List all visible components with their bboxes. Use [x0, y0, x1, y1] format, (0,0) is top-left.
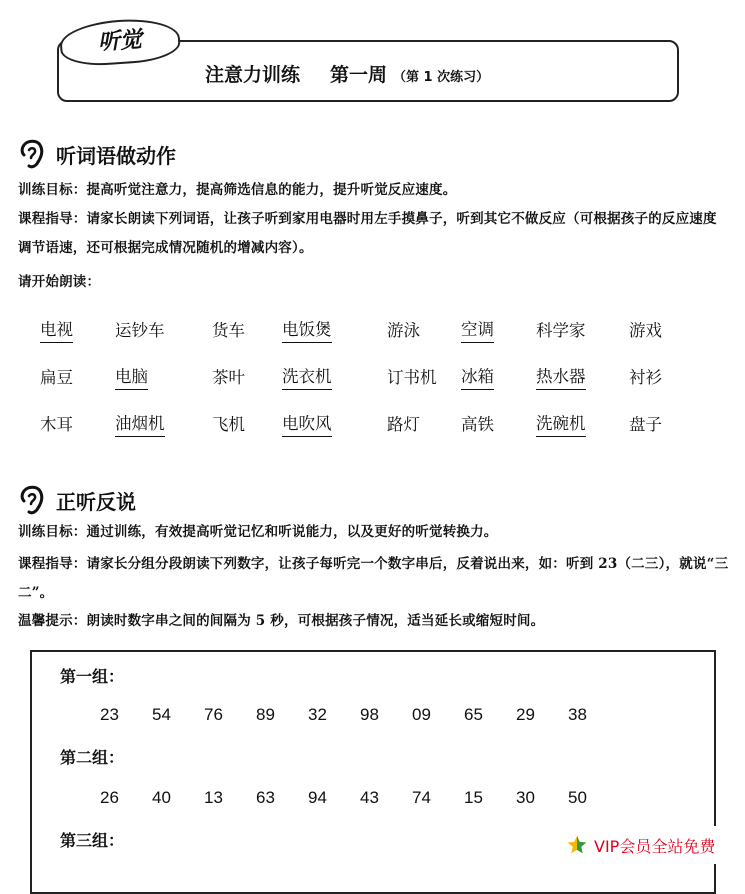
number-item: 13	[204, 788, 223, 807]
word-item: 订书机	[387, 367, 437, 387]
word-appliance: 油烟机	[115, 410, 165, 437]
word-item: 高铁	[461, 414, 494, 434]
word-item: 扁豆	[40, 367, 73, 387]
word-appliance: 热水器	[536, 363, 586, 390]
number-item: 26	[100, 788, 119, 807]
section2-title: 正听反说	[56, 489, 136, 514]
word-row	[40, 353, 700, 400]
word-item: 游泳	[387, 320, 420, 340]
word-appliance: 电饭煲	[282, 316, 332, 343]
number-row-group1	[100, 705, 620, 725]
section2-heading	[18, 484, 136, 516]
header-tab-label: 听觉	[59, 16, 182, 68]
number-item: 76	[204, 705, 223, 724]
group-label: 第一组：	[60, 667, 125, 686]
section1-guide: 课程指导：请家长朗读下列词语，让孩子听到家用电器时用左手摸鼻子，听到其它不做反应（可根据孩子的反应速度调节语速，还可根据完成情况随机的增减内容）。	[18, 211, 717, 256]
word-row	[40, 400, 700, 447]
number-item: 23	[100, 705, 119, 724]
word-item: 木耳	[40, 414, 73, 434]
number-row-group2	[100, 788, 620, 808]
vip-text: VIP会员全站免费	[594, 836, 716, 856]
number-item: 63	[256, 788, 275, 807]
word-item: 科学家	[536, 320, 586, 340]
word-appliance: 空调	[461, 316, 494, 343]
word-item: 路灯	[387, 414, 420, 434]
number-item: 89	[256, 705, 275, 724]
number-item: 94	[308, 788, 327, 807]
vip-watermark[interactable]	[566, 826, 745, 864]
ear-icon	[18, 484, 46, 516]
title-text: 注意力训练	[205, 64, 301, 86]
number-item: 50	[568, 788, 587, 807]
word-item: 飞机	[212, 414, 245, 434]
group-label: 第三组：	[60, 831, 125, 850]
word-item: 运钞车	[115, 320, 165, 340]
number-item: 54	[152, 705, 171, 724]
section2-goal: 训练目标：通过训练，有效提高听觉记忆和听说能力，以及更好的听觉转换力。	[18, 524, 498, 540]
number-item: 65	[464, 705, 483, 724]
number-item: 40	[152, 788, 171, 807]
word-row	[40, 306, 700, 353]
section2-tip: 温馨提示：朗读时数字串之间的间隔为 5 秒，可根据孩子情况，适当延长或缩短时间。	[18, 613, 545, 629]
word-item: 游戏	[629, 320, 662, 340]
number-item: 29	[516, 705, 535, 724]
word-appliance: 电视	[40, 316, 73, 343]
number-item: 98	[360, 705, 379, 724]
word-item: 衬衫	[629, 367, 662, 387]
number-item: 15	[464, 788, 483, 807]
word-appliance: 电吹风	[282, 410, 332, 437]
ear-icon	[18, 138, 46, 170]
week-text: 第一周	[330, 64, 388, 86]
section2-guide: 课程指导：请家长分组分段朗读下列数字，让孩子每听完一个数字串后，反着说出来，如：听到 23（二三），就说“三二”。	[18, 556, 729, 601]
number-item: 74	[412, 788, 431, 807]
word-appliance: 洗碗机	[536, 410, 586, 437]
page-title	[205, 60, 489, 87]
word-item: 盘子	[629, 414, 662, 434]
number-item: 43	[360, 788, 379, 807]
word-appliance: 冰箱	[461, 363, 494, 390]
star-icon	[566, 834, 588, 856]
session-text: （第 1 次练习）	[393, 70, 490, 85]
word-appliance: 电脑	[115, 363, 148, 390]
group-label: 第二组：	[60, 748, 125, 767]
word-list	[40, 306, 700, 447]
section1-title: 听词语做动作	[56, 143, 176, 168]
section1-goal: 训练目标：提高听觉注意力，提高筛选信息的能力，提升听觉反应速度。	[18, 182, 457, 198]
number-item: 30	[516, 788, 535, 807]
word-item: 货车	[212, 320, 245, 340]
number-item: 38	[568, 705, 587, 724]
number-item: 32	[308, 705, 327, 724]
section1-heading	[18, 138, 176, 170]
number-item: 09	[412, 705, 431, 724]
word-appliance: 洗衣机	[282, 363, 332, 390]
section1-start: 请开始朗读：	[18, 274, 101, 290]
word-item: 茶叶	[212, 367, 245, 387]
